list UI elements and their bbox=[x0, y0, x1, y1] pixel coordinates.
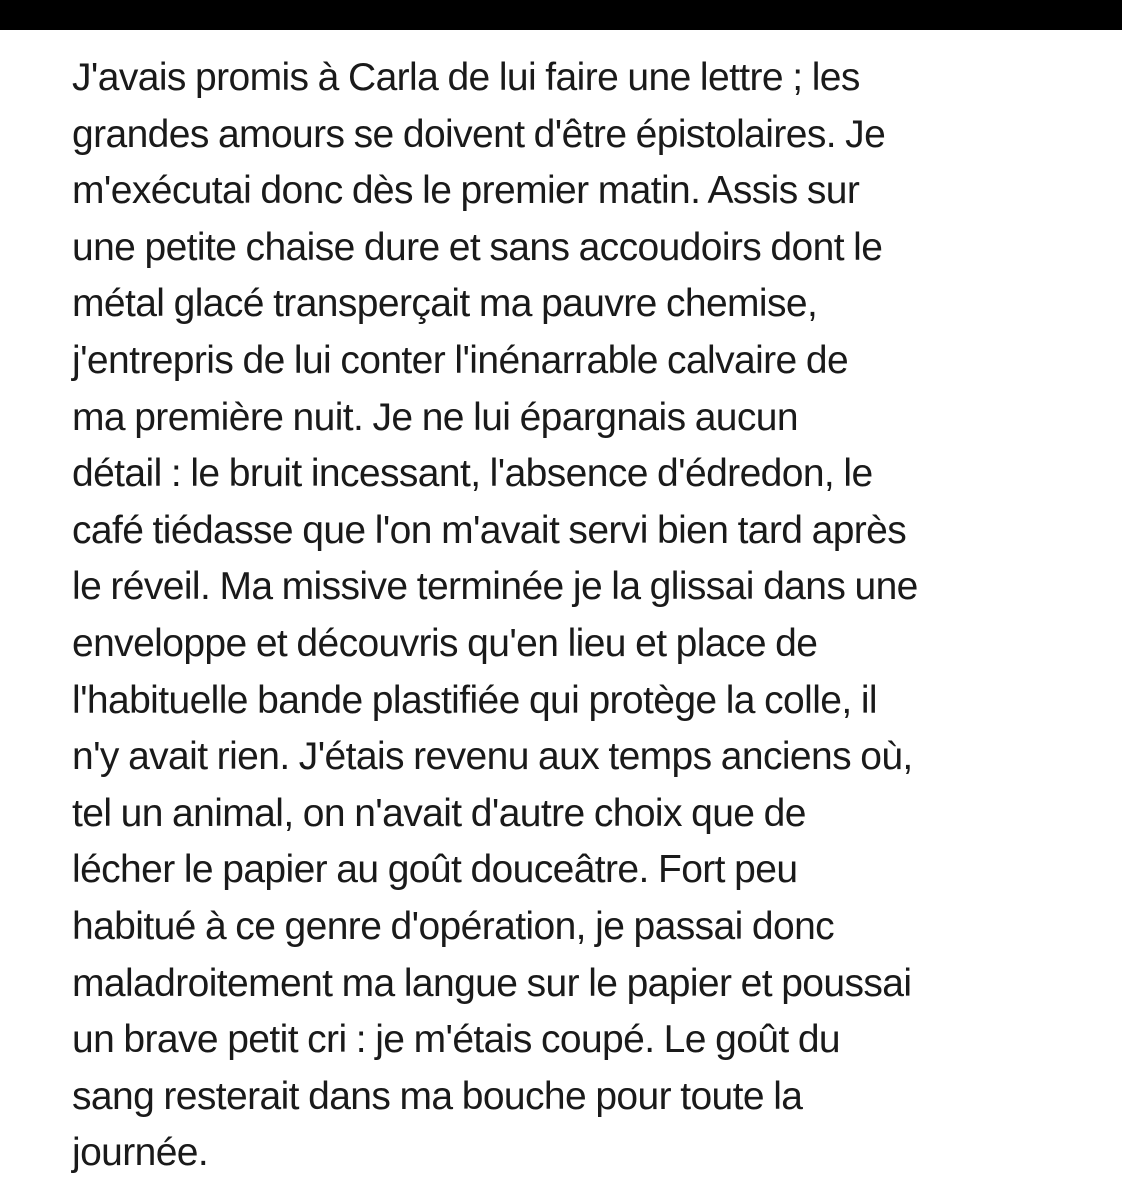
text-line: enveloppe et découvris qu'en lieu et place de bbox=[72, 621, 818, 665]
text-line: habitué à ce genre d'opération, je passai donc bbox=[72, 904, 835, 948]
text-line: un brave petit cri : je m'étais coupé. Le goût du bbox=[72, 1018, 841, 1062]
text-line: n'y avait rien. J'étais revenu aux temps anciens où, bbox=[72, 735, 913, 779]
text-line: lécher le papier au goût douceâtre. Fort peu bbox=[72, 848, 798, 892]
text-line: grandes amours se doivent d'être épistolaires. Je bbox=[72, 112, 886, 156]
text-paragraph bbox=[72, 50, 1112, 1182]
text-line: tel un animal, on n'avait d'autre choix que de bbox=[72, 791, 806, 835]
text-line: sang resterait dans ma bouche pour toute la bbox=[72, 1074, 803, 1118]
text-line: journée. bbox=[72, 1131, 209, 1175]
text-line: m'exécutai donc dès le premier matin. Assis sur bbox=[72, 169, 860, 213]
text-line: l'habituelle bande plastifiée qui protège la colle, il bbox=[72, 678, 877, 722]
text-line: café tiédasse que l'on m'avait servi bien tard après bbox=[72, 508, 907, 552]
text-line: détail : le bruit incessant, l'absence d'édredon, le bbox=[72, 452, 873, 496]
text-line: le réveil. Ma missive terminée je la glissai dans une bbox=[72, 565, 918, 609]
text-line: j'entrepris de lui conter l'inénarrable calvaire de bbox=[72, 338, 849, 382]
top-black-bar bbox=[0, 0, 1122, 30]
text-line: métal glacé transperçait ma pauvre chemise, bbox=[72, 282, 818, 326]
text-line: J'avais promis à Carla de lui faire une lettre ; les bbox=[72, 56, 860, 99]
text-line: ma première nuit. Je ne lui épargnais aucun bbox=[72, 395, 798, 439]
text-line: une petite chaise dure et sans accoudoirs dont le bbox=[72, 225, 883, 269]
text-line: maladroitement ma langue sur le papier et poussai bbox=[72, 961, 912, 1005]
